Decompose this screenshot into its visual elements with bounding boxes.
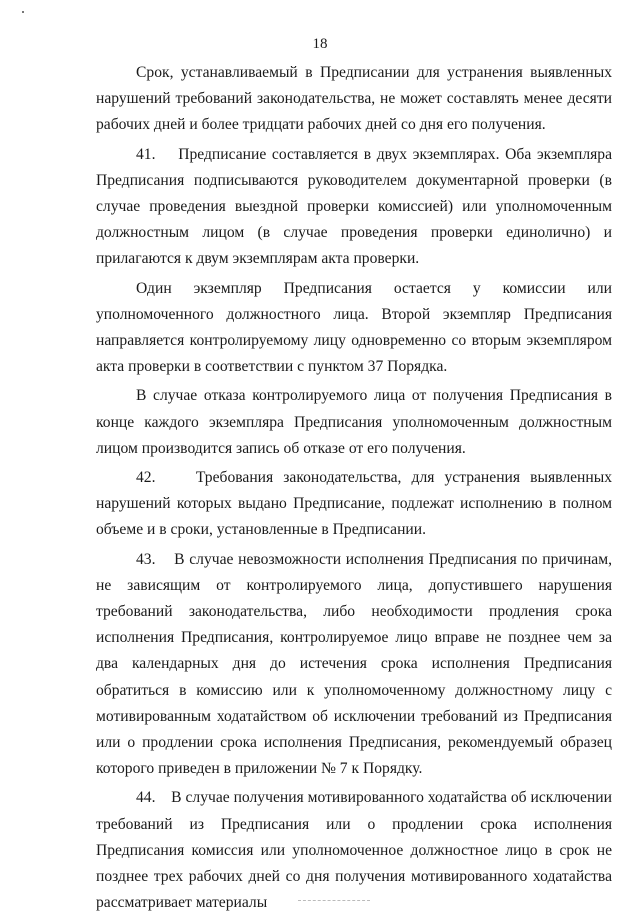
document-body [96,60,612,917]
paragraph-41-refusal: В случае отказа контролируемого лица от получения Предписания в конце каждого экземпляра Предписания уполномоченным должностным лицом производится запись об отказе от его получения. [96,387,612,457]
paragraph-41: 41. Предписание составляется в двух экземплярах. Оба экземпляра Предписания подписываются руководителем документарной проверки (в случае проведения выездной проверки комиссией) или уполномоченным должностным лицом (в случае проведения проверки единолично) и прилагаются к двум экземплярам акта проверки. [96,145,612,268]
paragraph-43: 43. В случае невозможности исполнения Предписания по причинам, не зависящим от контролируемого лица, допустившего нарушения требований законодательства, либо необходимости продления срока исполнения Предписания, контролируемое лицо вправе не позднее чем за два календарных дня до истечения срока исполнения Предписания обратиться в комиссию или к уполномоченному должностному лицу с мотивированным ходатайством об исключении требований из Предписания или о продлении срока исполнения Предписания, рекомендуемый образец которого приведен в приложении № 7 к Порядку. [96,550,612,778]
scan-artifact-line [298,900,370,902]
scan-artifact [22,11,24,13]
page-number: 18 [312,36,328,52]
paragraph-41-copies: Один экземпляр Предписания остается у комиссии или уполномоченного должностного лица. Второй экземпляр Предписания направляется контролируемому лицу одновременно со вторым экземпляром акта проверки в соответствии с пунктом 37 Порядка. [96,279,612,376]
paragraph-42: 42. Требования законодательства, для устранения выявленных нарушений которых выдано Предписание, подлежат исполнению в полном объеме и в сроки, установленные в Предписании. [96,469,612,539]
paragraph-44: 44. В случае получения мотивированного ходатайства об исключении требований из Предписания или о продлении срока исполнения Предписания комиссия или уполномоченное должностное лицо в срок не позднее трех рабочих дней со дня получения мотивированного ходатайства рассматривает материалы [96,789,612,912]
paragraph-deadline: Срок, устанавливаемый в Предписании для устранения выявленных нарушений требований законодательства, не может составлять менее десяти рабочих дней и более тридцати рабочих дней со дня его получения. [96,64,612,134]
